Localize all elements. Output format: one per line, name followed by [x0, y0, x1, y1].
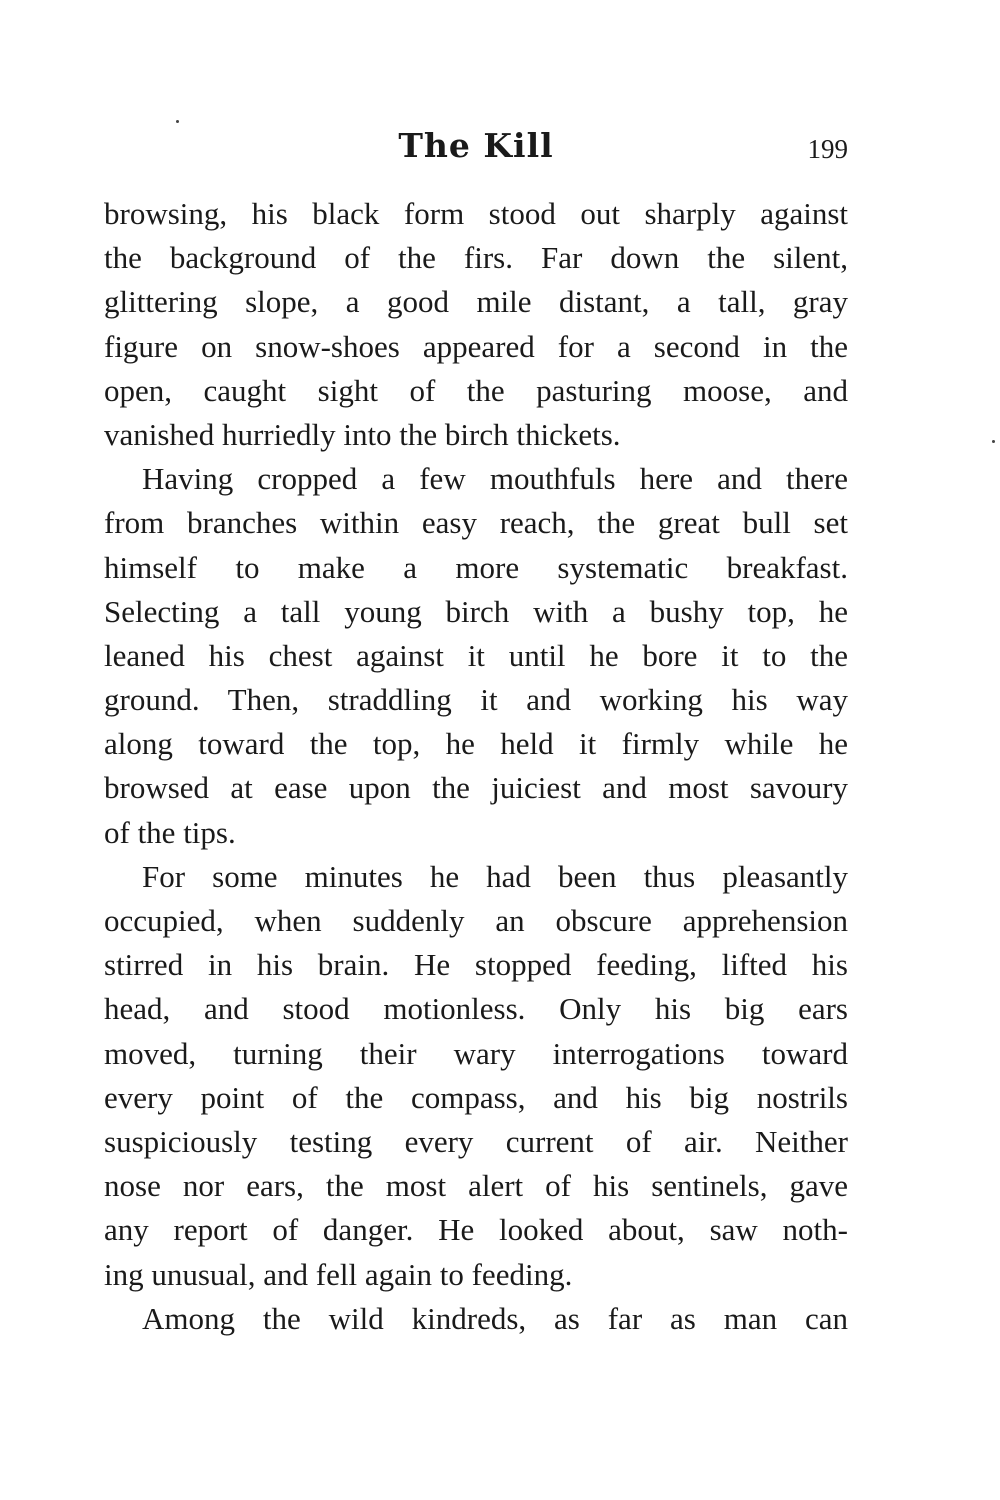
text-line: suspiciously testing every current of air. Neither [104, 1123, 848, 1159]
text-line: browsing, his black form stood out sharply against [104, 196, 848, 231]
text-line: Among the wild kindreds, as far as man can [142, 1300, 848, 1336]
text-line: browsed at ease upon the juiciest and most savoury [104, 770, 848, 806]
running-title: The Kill [398, 126, 554, 165]
text-line: open, caught sight of the pasturing moose, and [104, 372, 848, 408]
text-line: stirred in his brain. He stopped feeding, lifted his [104, 947, 848, 983]
text-line: the background of the firs. Far down the silent, [104, 240, 848, 276]
page-number: 199 [807, 134, 848, 164]
text-line: leaned his chest against it until he bore it to the [104, 637, 848, 673]
text-line: occupied, when suddenly an obscure apprehension [104, 903, 848, 938]
running-head [104, 126, 848, 170]
text-line: of the tips. [104, 814, 236, 850]
body-text [104, 192, 848, 1341]
text-line: Having cropped a few mouthfuls here and there [142, 461, 848, 497]
print-speck [176, 120, 179, 123]
text-line: along toward the top, he held it firmly while he [104, 726, 848, 762]
text-line: For some minutes he had been thus pleasantly [142, 858, 848, 894]
text-line: ground. Then, straddling it and working his way [104, 682, 848, 718]
text-line: figure on snow-shoes appeared for a second in the [104, 328, 848, 364]
text-line: head, and stood motionless. Only his big ears [104, 991, 848, 1027]
text-line: Selecting a tall young birch with a bushy top, he [104, 593, 848, 629]
text-line: himself to make a more systematic breakfast. [104, 549, 848, 585]
text-line: from branches within easy reach, the great bull set [104, 505, 848, 541]
print-speck [992, 440, 995, 443]
text-line: ing unusual, and fell again to feeding. [104, 1256, 573, 1292]
text-line: any report of danger. He looked about, saw noth- [104, 1212, 848, 1248]
text-line: glittering slope, a good mile distant, a tall, gray [104, 284, 848, 320]
text-line: vanished hurriedly into the birch thickets. [104, 416, 621, 452]
text-line: moved, turning their wary interrogations toward [104, 1035, 848, 1071]
text-line: nose nor ears, the most alert of his sentinels, gave [104, 1168, 848, 1204]
text-line: every point of the compass, and his big nostrils [104, 1079, 848, 1115]
